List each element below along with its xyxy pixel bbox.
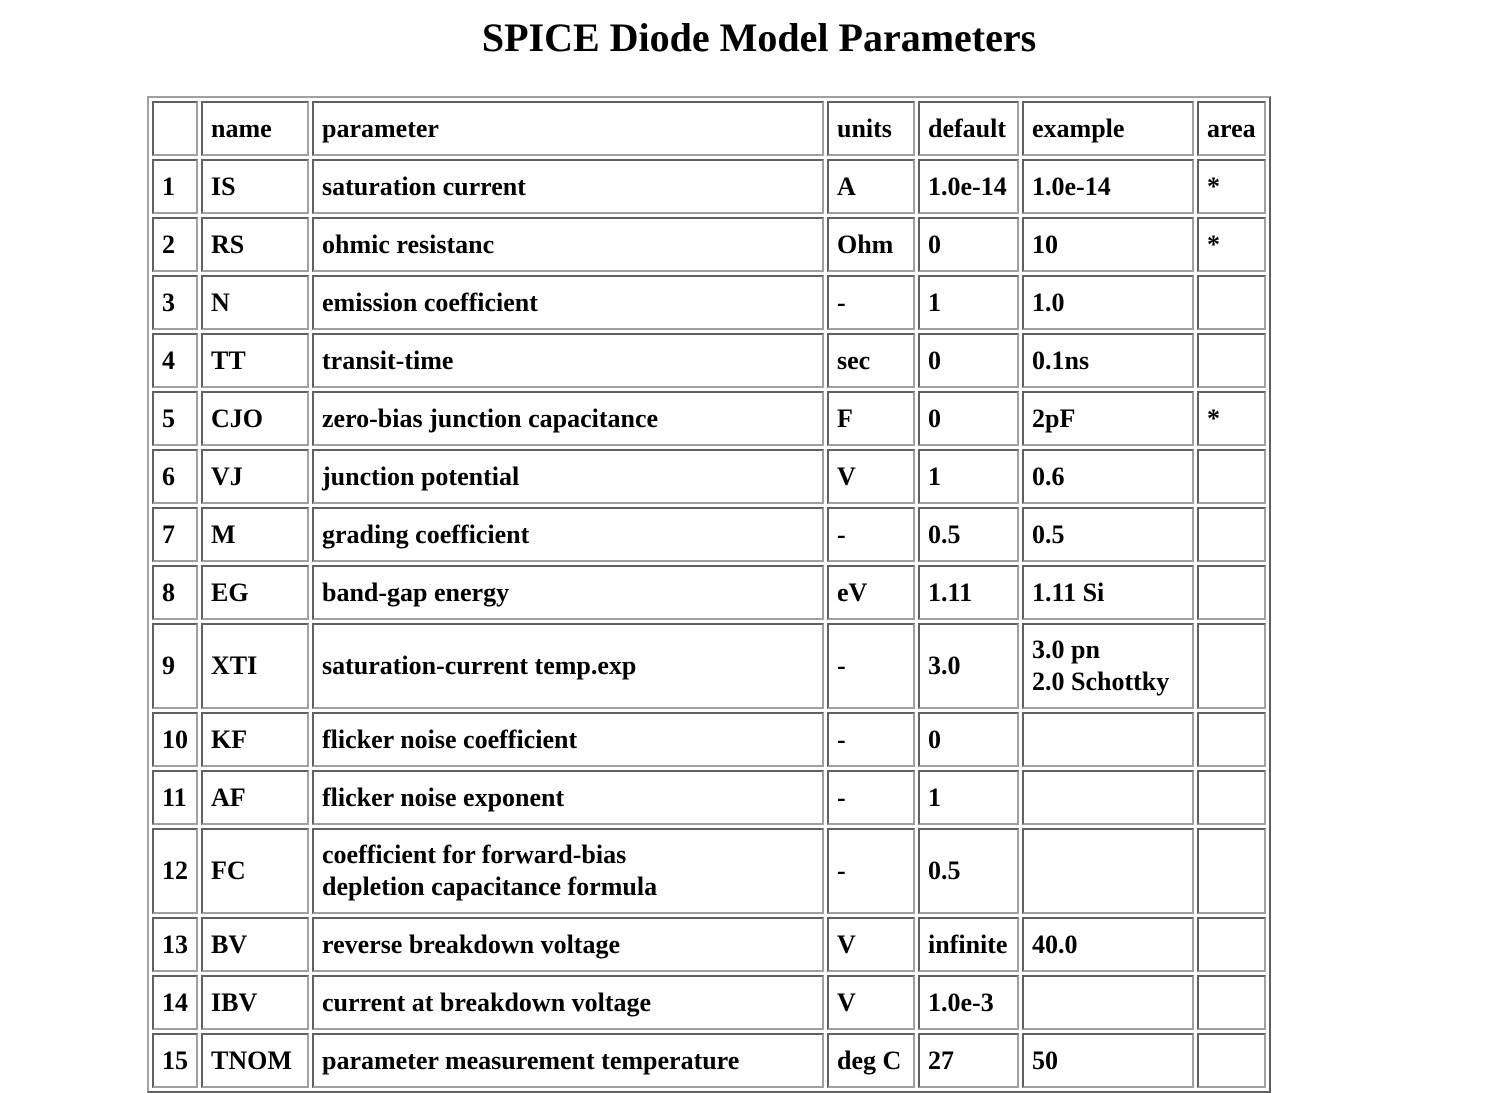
cell-area (1197, 712, 1266, 767)
cell-number: 13 (152, 917, 198, 972)
cell-example-line: 3.0 pn (1032, 635, 1100, 664)
cell-units: sec (827, 333, 915, 388)
cell-area: * (1197, 217, 1266, 272)
header-cell-units: units (827, 101, 915, 156)
table-row (152, 507, 1266, 562)
cell-parameter (312, 1033, 824, 1088)
cell-example-line: 1.0 (1032, 287, 1065, 317)
cell-number: 11 (152, 770, 198, 825)
cell-parameter (312, 565, 824, 620)
cell-example (1022, 507, 1194, 562)
cell-parameter (312, 770, 824, 825)
cell-default: 0 (918, 391, 1019, 446)
cell-number: 1 (152, 159, 198, 214)
cell-area (1197, 507, 1266, 562)
cell-number: 10 (152, 712, 198, 767)
cell-parameter-line: flicker noise coefficient (322, 724, 578, 754)
cell-parameter (312, 507, 824, 562)
cell-area (1197, 449, 1266, 504)
cell-area (1197, 565, 1266, 620)
cell-number: 5 (152, 391, 198, 446)
cell-units: - (827, 507, 915, 562)
cell-parameter-line: depletion capacitance formula (322, 872, 658, 901)
cell-default: 1.0e-14 (918, 159, 1019, 214)
cell-default: 1 (918, 770, 1019, 825)
cell-example-line: 0.5 (1032, 519, 1065, 549)
cell-units: - (827, 712, 915, 767)
cell-number: 8 (152, 565, 198, 620)
cell-parameter (312, 917, 824, 972)
cell-parameter-line: ohmic resistanc (322, 229, 495, 259)
diode-parameters-table (147, 96, 1271, 1093)
cell-default: 0.5 (918, 828, 1019, 914)
cell-example (1022, 1033, 1194, 1088)
cell-name: XTI (201, 623, 309, 709)
table-row (152, 217, 1266, 272)
cell-name: FC (201, 828, 309, 914)
cell-number: 15 (152, 1033, 198, 1088)
cell-number: 7 (152, 507, 198, 562)
cell-number: 14 (152, 975, 198, 1030)
cell-name: IS (201, 159, 309, 214)
cell-area (1197, 623, 1266, 709)
header-cell-number (152, 101, 198, 156)
cell-example (1022, 623, 1194, 709)
cell-example (1022, 712, 1194, 767)
cell-area (1197, 1033, 1266, 1088)
header-cell-example: example (1022, 101, 1194, 156)
cell-area (1197, 275, 1266, 330)
cell-name: TNOM (201, 1033, 309, 1088)
cell-area: * (1197, 159, 1266, 214)
table-row (152, 712, 1266, 767)
cell-parameter-line: reverse breakdown voltage (322, 929, 620, 959)
cell-default: 3.0 (918, 623, 1019, 709)
cell-name: N (201, 275, 309, 330)
cell-number: 12 (152, 828, 198, 914)
table-row (152, 449, 1266, 504)
cell-parameter (312, 449, 824, 504)
cell-name: IBV (201, 975, 309, 1030)
cell-parameter-line: saturation current (322, 171, 526, 201)
cell-area (1197, 828, 1266, 914)
cell-number: 3 (152, 275, 198, 330)
cell-parameter (312, 333, 824, 388)
cell-default: infinite (918, 917, 1019, 972)
cell-default: 0 (918, 333, 1019, 388)
cell-example (1022, 975, 1194, 1030)
cell-parameter-line: parameter measurement temperature (322, 1045, 740, 1075)
cell-area (1197, 975, 1266, 1030)
header-cell-name: name (201, 101, 309, 156)
cell-area (1197, 917, 1266, 972)
header-cell-area: area (1197, 101, 1266, 156)
cell-units: A (827, 159, 915, 214)
cell-example (1022, 770, 1194, 825)
cell-default: 1 (918, 275, 1019, 330)
table-row (152, 333, 1266, 388)
cell-example (1022, 449, 1194, 504)
table-row (152, 828, 1266, 914)
cell-parameter-line: grading coefficient (322, 519, 530, 549)
cell-example (1022, 333, 1194, 388)
cell-name: EG (201, 565, 309, 620)
cell-units: V (827, 449, 915, 504)
header-cell-default: default (918, 101, 1019, 156)
table-row (152, 770, 1266, 825)
cell-name: VJ (201, 449, 309, 504)
cell-parameter (312, 712, 824, 767)
page-title: SPICE Diode Model Parameters (481, 15, 1037, 60)
cell-default: 0 (918, 217, 1019, 272)
cell-example (1022, 217, 1194, 272)
cell-parameter-line: junction potential (322, 461, 520, 491)
cell-example (1022, 917, 1194, 972)
table-row (152, 1033, 1266, 1088)
table-row (152, 975, 1266, 1030)
cell-parameter-line: transit-time (322, 345, 454, 375)
cell-parameter (312, 217, 824, 272)
cell-parameter (312, 828, 824, 914)
cell-parameter-line: saturation-current temp.exp (322, 651, 637, 680)
cell-parameter-line: coefficient for forward-bias (322, 840, 627, 869)
cell-name: AF (201, 770, 309, 825)
table-row (152, 917, 1266, 972)
cell-example-line: 10 (1032, 229, 1058, 259)
table-row (152, 391, 1266, 446)
cell-units: V (827, 975, 915, 1030)
cell-name: BV (201, 917, 309, 972)
table-row (152, 275, 1266, 330)
cell-example-line: 2.0 Schottky (1032, 667, 1170, 696)
header-row (152, 101, 1266, 156)
cell-default: 27 (918, 1033, 1019, 1088)
cell-units: - (827, 623, 915, 709)
cell-name: KF (201, 712, 309, 767)
cell-example (1022, 275, 1194, 330)
cell-example-line: 1.0e-14 (1032, 171, 1111, 201)
cell-default: 1.11 (918, 565, 1019, 620)
cell-units: deg C (827, 1033, 915, 1088)
cell-example (1022, 391, 1194, 446)
table-row (152, 159, 1266, 214)
cell-parameter (312, 159, 824, 214)
cell-parameter-line: emission coefficient (322, 287, 538, 317)
cell-units: Ohm (827, 217, 915, 272)
cell-name: TT (201, 333, 309, 388)
cell-example (1022, 828, 1194, 914)
cell-units: - (827, 828, 915, 914)
cell-units: eV (827, 565, 915, 620)
cell-units: - (827, 275, 915, 330)
cell-parameter-line: band-gap energy (322, 577, 510, 607)
cell-default: 1.0e-3 (918, 975, 1019, 1030)
cell-area (1197, 333, 1266, 388)
table-row (152, 623, 1266, 709)
cell-parameter-line: zero-bias junction capacitance (322, 403, 659, 433)
cell-example-line: 2pF (1032, 403, 1076, 433)
cell-default: 0 (918, 712, 1019, 767)
cell-example-line: 0.1ns (1032, 345, 1090, 375)
cell-name: RS (201, 217, 309, 272)
cell-default: 1 (918, 449, 1019, 504)
cell-example-line: 0.6 (1032, 461, 1065, 491)
cell-parameter-line: flicker noise exponent (322, 782, 565, 812)
header-cell-parameter: parameter (312, 101, 824, 156)
cell-name: CJO (201, 391, 309, 446)
table-row (152, 565, 1266, 620)
cell-number: 2 (152, 217, 198, 272)
cell-parameter-line: current at breakdown voltage (322, 987, 652, 1017)
cell-parameter (312, 975, 824, 1030)
table-body (152, 159, 1266, 1088)
cell-number: 4 (152, 333, 198, 388)
cell-example-line: 50 (1032, 1045, 1058, 1075)
cell-units: - (827, 770, 915, 825)
cell-units: V (827, 917, 915, 972)
cell-number: 9 (152, 623, 198, 709)
cell-units: F (827, 391, 915, 446)
cell-example (1022, 159, 1194, 214)
cell-area (1197, 770, 1266, 825)
cell-example (1022, 565, 1194, 620)
cell-name: M (201, 507, 309, 562)
cell-number: 6 (152, 449, 198, 504)
cell-example-line: 1.11 Si (1032, 577, 1105, 607)
cell-area: * (1197, 391, 1266, 446)
cell-example-line: 40.0 (1032, 929, 1078, 959)
cell-parameter (312, 623, 824, 709)
cell-default: 0.5 (918, 507, 1019, 562)
cell-parameter (312, 391, 824, 446)
cell-parameter (312, 275, 824, 330)
